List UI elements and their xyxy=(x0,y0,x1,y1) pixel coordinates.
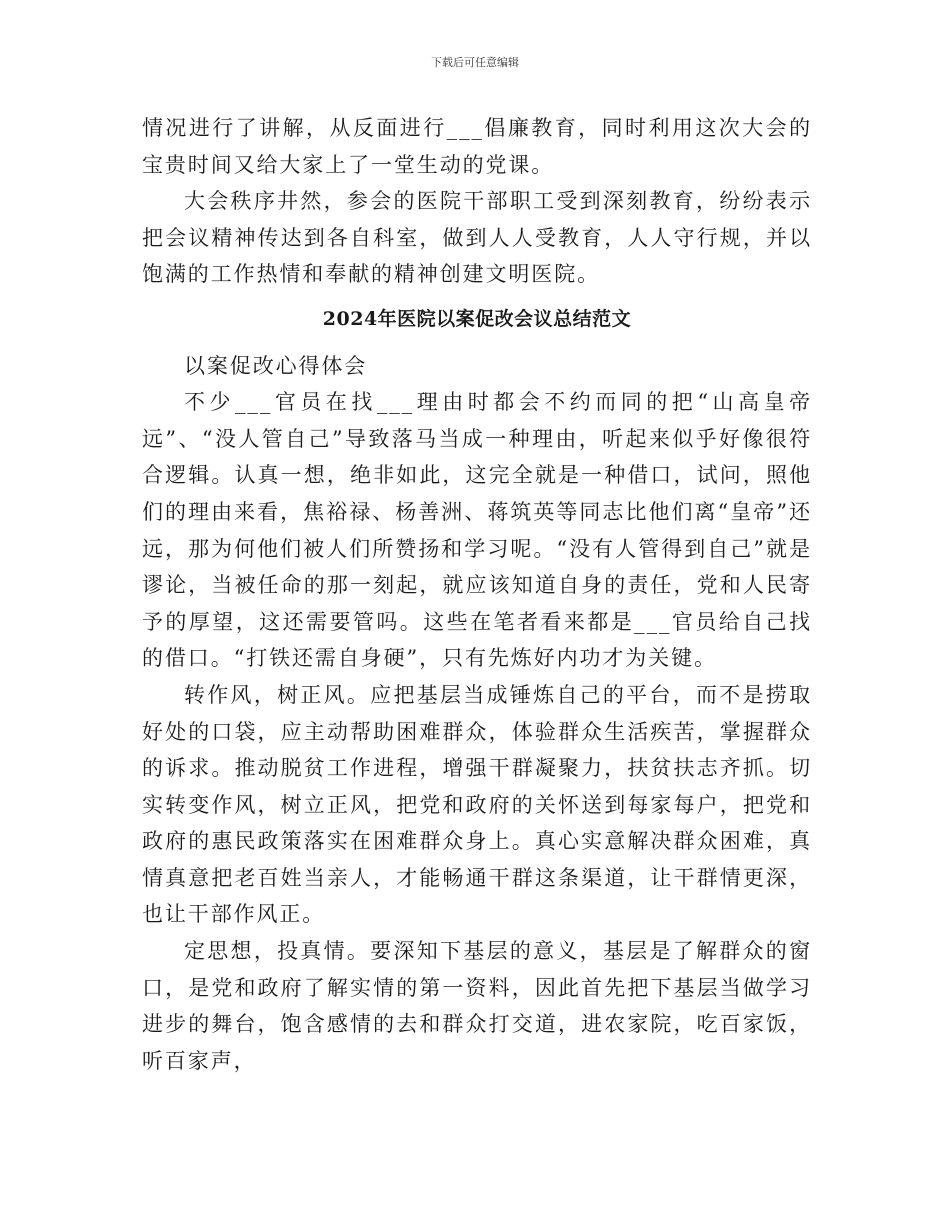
page-header-note: 下载后可任意编辑 xyxy=(431,56,519,69)
document-subtitle: 以案促改心得体会 xyxy=(184,353,368,378)
document-body xyxy=(142,110,812,1079)
paragraph-excuses: 不少___官员在找___理由时都会不约而同的把“山高皇帝远”、“没人管自己”导致落马当成一种理由，听起来似乎好像很符合逻辑。认真一想，绝非如此，这完全就是一种借口，试问，照他们的理由来看，焦裕禄、杨善洲、蒋筑英等同志比他们离“皇帝”还远，那为何他们被人们所赞扬和学习呢。“没有人管得到自己”就是谬论，当被任命的那一刻起，就应该知道自身的责任，党和人民寄予的厚望，这还需要管吗。这些在笔者看来都是___官员给自己找的借口。“打铁还需自身硬”，只有先炼好内功才为关键。 xyxy=(142,390,812,671)
paragraph-style: 转作风，树正风。应把基层当成锤炼自己的平台，而不是捞取好处的口袋，应主动帮助困难群众，体验群众生活疾苦，掌握群众的诉求。推动脱贫工作进程，增强干群凝聚力，扶贫扶志齐抓。切实转变作风，树立正风，把党和政府的关怀送到每家每户，把党和政府的惠民政策落实在困难群众身上。真心实意解决群众困难，真情真意把老百姓当亲人，才能畅通干群这条渠道，让干群情更深，也让干部作风正。 xyxy=(142,682,812,927)
document-title: 2024年医院以案促改会议总结范文 xyxy=(322,307,632,330)
paragraph-meeting-order: 大会秩序井然，参会的医院干部职工受到深刻教育，纷纷表示把会议精神传达到各自科室，做到人人受教育，人人守行规，并以饱满的工作热情和奉献的精神创建文明医院。 xyxy=(142,189,812,287)
paragraph-thought: 定思想，投真情。要深知下基层的意义，基层是了解群众的窗口，是党和政府了解实情的第一资料，因此首先把下基层当做学习进步的舞台，饱含感情的去和群众打交道，进农家院，吃百家饭，听百家声， xyxy=(142,939,812,1073)
paragraph-continuation: 情况进行了讲解，从反面进行___倡廉教育，同时利用这次大会的宝贵时间又给大家上了一堂生动的党课。 xyxy=(142,116,812,177)
